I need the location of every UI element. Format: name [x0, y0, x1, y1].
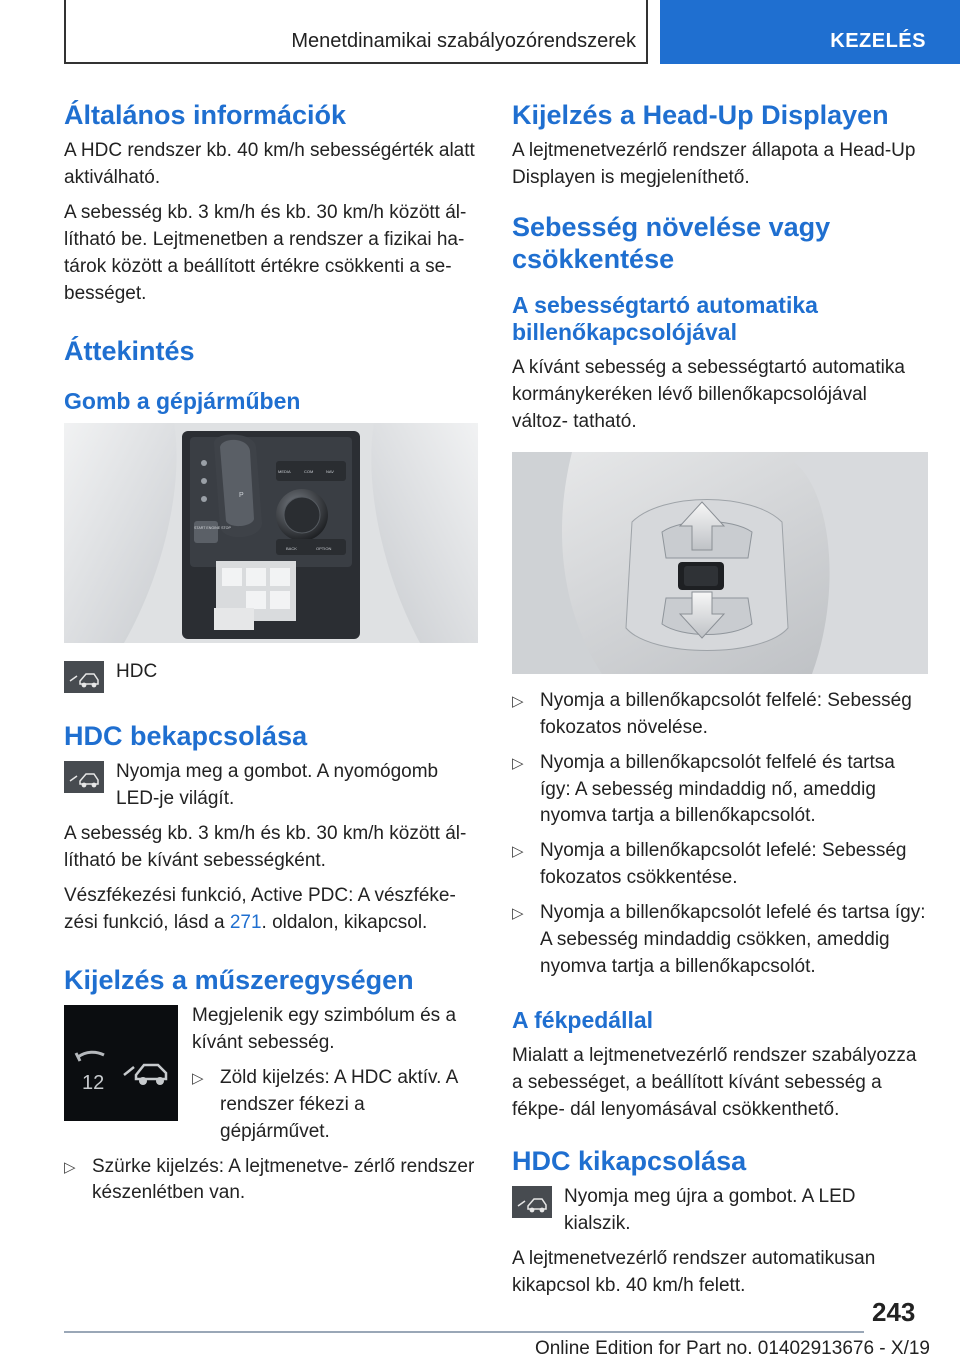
bullet-triangle-icon: ▷: [512, 754, 524, 772]
hdc-label: HDC: [116, 661, 158, 683]
console-label-nav: NAV: [326, 469, 334, 475]
rocker-paragraph: A kívánt sebesség a sebességtartó automatika kormánykeréken lévő billenőkapcsolójával változ- tatható.: [512, 356, 905, 432]
cluster-display-block: [64, 1003, 478, 1216]
rocker-bullet-2: [512, 750, 926, 831]
hdc-on-text-a: Vészfékezési funkció, Active PDC: A vészféke- zési funkció, lásd a: [64, 884, 456, 933]
overview-heading: Áttekintés: [64, 335, 195, 366]
console-label-start: START ENGINE STOP: [194, 526, 231, 531]
hdc-downhill-car-icon: [64, 661, 104, 693]
hdc-off-paragraph-2: A lejtmenetvezérlő rendszer automatikusan kikapcsol kb. 40 km/h felett.: [512, 1247, 876, 1296]
general-info-heading: Általános információk: [64, 100, 347, 130]
cluster-display-heading: Kijelzés a műszeregységen: [64, 964, 414, 995]
console-label-park: P: [239, 492, 244, 500]
cluster-hdc-display-image: [64, 1005, 178, 1121]
hdc-downhill-car-icon: [512, 1186, 552, 1218]
bullet-triangle-icon: ▷: [64, 1158, 76, 1176]
hdc-on-text-b: . oldalon, kikapcsol.: [261, 911, 428, 933]
cluster-bullet-grey: [64, 1154, 478, 1208]
hdc-on-paragraph-1: Nyomja meg a gombot. A nyomógomb LED-je világít.: [116, 760, 439, 809]
bullet-triangle-icon: ▷: [512, 692, 524, 710]
hdc-on-instruction: [64, 759, 478, 813]
header-chapter-label: KEZELÉS: [830, 30, 926, 52]
rocker-bullet-3: [512, 838, 926, 892]
right-column: [512, 100, 926, 1308]
hud-paragraph: A lejtmenetvezérlő rendszer állapota a Head-Up Displayen is megjeleníthető.: [512, 139, 916, 188]
left-column: [64, 100, 478, 1215]
console-label-back: BACK: [286, 546, 297, 552]
footer-divider: [64, 1331, 864, 1333]
cluster-paragraph-1: Megjelenik egy szimbólum és a kívánt sebesség.: [192, 1004, 457, 1053]
cluster-bullet-grey-text: Szürke kijelzés: A lejtmenetve- zérlő rendszer készenlétben van.: [92, 1155, 475, 1204]
rocker-bullet-4: [512, 900, 926, 981]
header-section-box: [64, 0, 648, 64]
hdc-on-paragraph-3: [64, 883, 478, 937]
brake-pedal-heading: A fékpedállal: [512, 1007, 654, 1034]
console-label-option: OPTION: [316, 546, 332, 552]
rocker-bullet-4-text: Nyomja a billenőkapcsolót lefelé és tartsa így: A sebesség mindaddig csökken, ameddig nyomva tartja a billenőkapcsolót.: [540, 902, 926, 978]
center-console-photo: [64, 423, 478, 643]
header-section-title: Menetdinamikai szabályozórendszerek: [291, 30, 636, 52]
page-number: 243: [872, 1297, 916, 1327]
steering-wheel-rocker-photo: [512, 452, 928, 674]
hdc-legend-row: [64, 659, 478, 693]
console-label-com: COM: [304, 469, 314, 475]
hdc-off-instruction: [512, 1184, 926, 1238]
button-in-vehicle-heading: Gomb a gépjárműben: [64, 387, 301, 414]
footer-edition-text: Online Edition for Part no. 01402913676 - X/19: [534, 1338, 930, 1359]
bullet-triangle-icon: ▷: [192, 1069, 204, 1087]
bullet-triangle-icon: ▷: [512, 843, 524, 861]
rocker-bullet-1: [512, 688, 926, 742]
hdc-on-paragraph-2: A sebesség kb. 3 km/h és kb. 30 km/h között ál- lítható be kívánt sebességként.: [64, 822, 467, 871]
bullet-triangle-icon: ▷: [512, 905, 524, 923]
rocker-switch-heading: A sebességtartó automatika billenőkapcsolójával: [512, 291, 818, 346]
rocker-bullet-1-text: Nyomja a billenőkapcsolót felfelé: Sebesség fokozatos növelése.: [540, 689, 912, 738]
brake-paragraph: Mialatt a lejtmenetvezérlő rendszer szabályozza a sebességet, a beállított kívánt sebesség a fékpe- dál lenyomásával csökkenthető.: [512, 1044, 917, 1120]
general-info-paragraph-2: A sebesség kb. 3 km/h és kb. 30 km/h között ál- lítható be. Lejtmenetben a rendszer a fizikai ha- tárok között a beállított értékre csökkenti a se- bességet.: [64, 201, 467, 304]
header-chapter-tab[interactable]: [660, 0, 960, 64]
hdc-downhill-car-icon: [64, 761, 104, 793]
cluster-bullet-green-text: Zöld kijelzés: A HDC aktív. A rendszer fékezi a gépjárművet.: [220, 1066, 458, 1142]
hdc-off-paragraph-1: Nyomja meg újra a gombot. A LED kialszik.: [564, 1185, 856, 1234]
cluster-bullet-green: [192, 1065, 478, 1146]
speed-change-heading: Sebesség növelése vagy csökkentése: [512, 211, 831, 274]
rocker-bullet-3-text: Nyomja a billenőkapcsolót lefelé: Sebesség fokozatos csökkentése.: [540, 840, 907, 889]
hud-heading: Kijelzés a Head-Up Displayen: [512, 100, 889, 130]
cluster-set-speed: 12: [82, 1071, 105, 1094]
page-271-link[interactable]: 271: [229, 911, 262, 933]
general-info-paragraph-1: A HDC rendszer kb. 40 km/h sebességérték alatt aktiválható.: [64, 139, 475, 188]
console-label-media: MEDIA: [278, 469, 291, 475]
rocker-bullet-2-text: Nyomja a billenőkapcsolót felfelé és tartsa így: A sebesség mindaddig nő, ameddig nyomva tartja a billenőkapcsolót.: [540, 751, 895, 827]
hdc-on-heading: HDC bekapcsolása: [64, 721, 308, 752]
hdc-off-heading: HDC kikapcsolása: [512, 1145, 747, 1176]
